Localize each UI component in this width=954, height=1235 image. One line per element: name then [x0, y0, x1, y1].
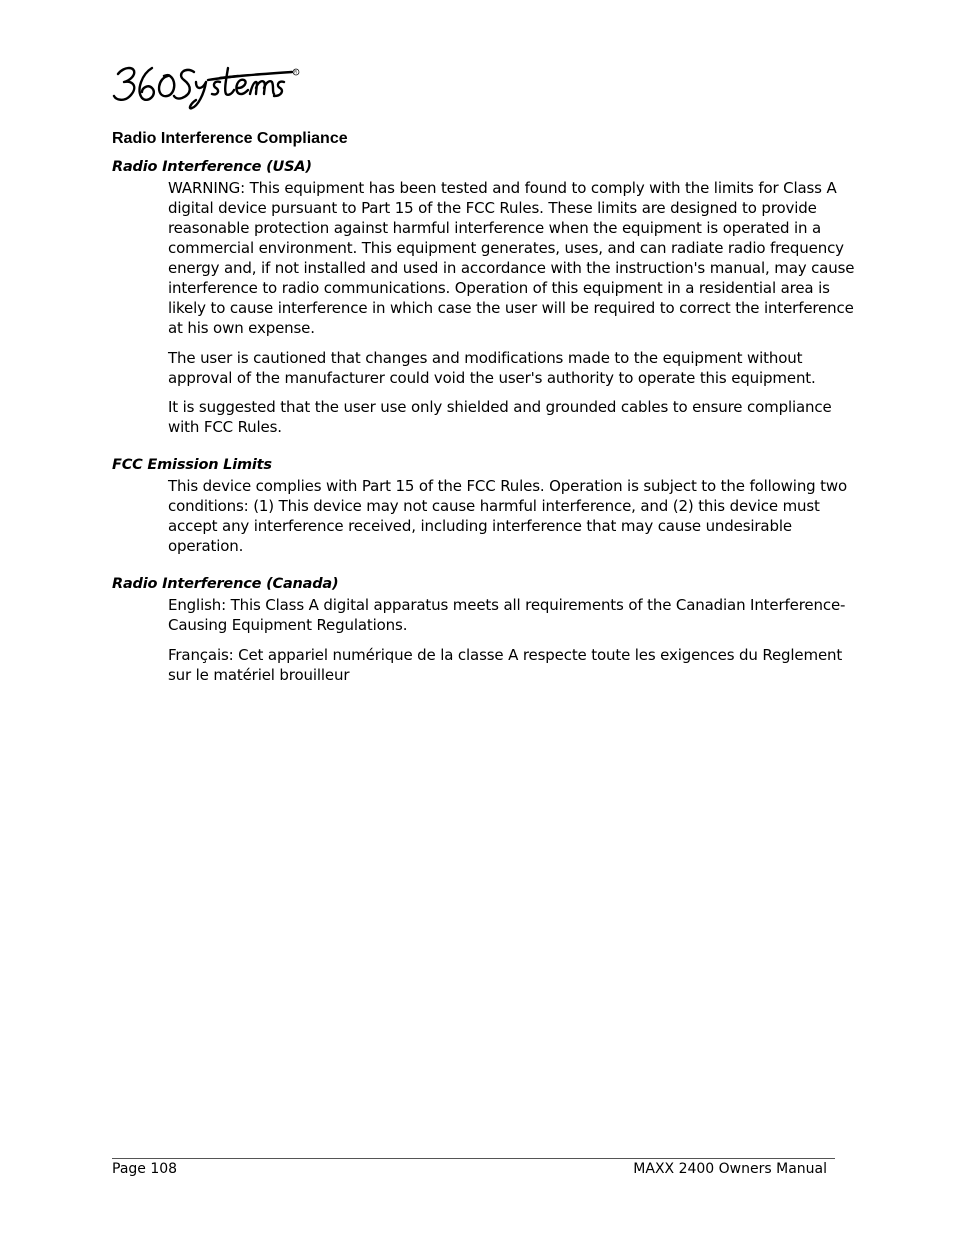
paragraph-francais: Français: Cet appariel numérique de la classe A respecte toute les exigences du Reglement sur le matériel brouilleur	[168, 646, 843, 684]
paragraph-fcc-part-15: This device complies with Part 15 of the FCC Rules. Operation is subject to the following two conditions: (1) This device may not cause harmful interference, and (2) this device must accept any interference received, including interference that may cause undesirable operation.	[168, 477, 848, 555]
paragraph-shielded-cables: It is suggested that the user use only shielded and grounded cables to ensure compliance with FCC Rules.	[168, 398, 832, 436]
subheading-radio-interference-usa: Radio Interference (USA)	[112, 159, 312, 175]
company-logo	[112, 60, 302, 112]
subheading-fcc-emission-limits: FCC Emission Limits	[112, 457, 272, 473]
footer-page-number: Page 108	[112, 1161, 178, 1177]
svg-text:R: R	[294, 69, 297, 75]
footer-divider	[112, 1158, 835, 1159]
paragraph-english: English: This Class A digital apparatus meets all requirements of the Canadian Interference-Causing Equipment Regulations.	[168, 596, 846, 634]
footer-manual-title: MAXX 2400 Owners Manual	[633, 1161, 827, 1177]
section-title: Radio Interference Compliance	[112, 130, 348, 147]
paragraph-user-caution: The user is cautioned that changes and modifications made to the equipment without approval of the manufacturer could void the user's authority to operate this equipment.	[168, 349, 816, 387]
subheading-radio-interference-canada: Radio Interference (Canada)	[112, 576, 339, 592]
paragraph-warning: WARNING: This equipment has been tested and found to comply with the limits for Class A digital device pursuant to Part 15 of the FCC Rules. These limits are designed to provide reasonable protection against harmful interference when the equipment is operated in a commercial environment. This equipment generates, uses, and can radiate radio frequency energy and, if not installed and used in accordance with the instruction's manual, may cause interference to radio communications. Operation of this equipment in a residential area is likely to cause interference in which case the user will be required to correct the interference at his own expense.	[168, 179, 855, 337]
